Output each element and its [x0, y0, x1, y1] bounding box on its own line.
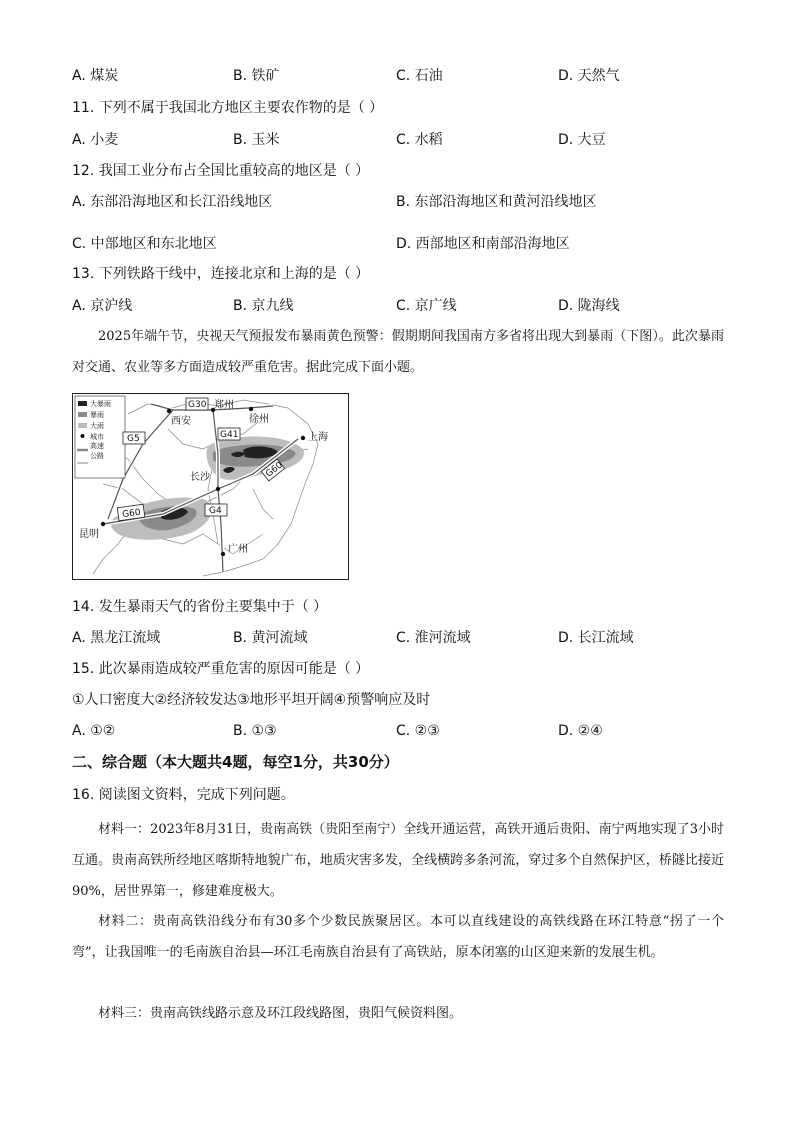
q13-stem: 13. 下列铁路干线中，连接北京和上海的是（ ）	[72, 266, 370, 282]
q14-option-a: A. 黑龙江流域	[72, 630, 161, 646]
city-label-xuzhou: 徐州	[249, 414, 269, 425]
city-label-zhengzhou: 郑州	[214, 400, 234, 411]
rainstorm-map	[72, 393, 349, 580]
q11-option-a: A. 小麦	[72, 132, 119, 148]
q15-choices: ①人口密度大②经济较发达③地形平坦开阔④预警响应及时	[72, 692, 431, 708]
city-label-kunming: 昆明	[79, 529, 99, 540]
highway-label-g30: G30	[188, 400, 207, 410]
q12-option-c: C. 中部地区和东北地区	[72, 236, 217, 252]
q13-option-b: B. 京九线	[233, 298, 294, 314]
city-label-shanghai: 上海	[308, 432, 328, 443]
city-dot-kunming	[101, 522, 105, 526]
q15-option-d: D. ②④	[558, 723, 603, 739]
q13-option-c: C. 京广线	[396, 298, 457, 314]
legend-expressway: 高速	[90, 442, 104, 450]
city-dot-xuzhou	[249, 407, 253, 411]
q14-stem: 14. 发生暴雨天气的省份主要集中于（ ）	[72, 599, 328, 615]
q15-option-b: B. ①③	[233, 723, 277, 739]
highway-label-g4: G4	[209, 506, 222, 516]
q10-option-a: A. 煤炭	[72, 68, 119, 84]
q14-option-b: B. 黄河流域	[233, 630, 308, 646]
city-dot-xian	[167, 409, 171, 413]
q11-option-d: D. 大豆	[558, 132, 606, 148]
highway-label-g41: G41	[220, 430, 239, 440]
q12-option-a: A. 东部沿海地区和长江沿线地区	[72, 194, 273, 210]
q10-option-b: B. 铁矿	[233, 68, 280, 84]
city-label-changsha: 长沙	[190, 472, 210, 483]
q11-option-c: C. 水稻	[396, 132, 443, 148]
legend-city: 城市	[90, 433, 104, 441]
rainstorm-intro: 2025年端午节，央视天气预报发布暴雨黄色预警：假期期间我国南方多省将出现大到暴雨（下图）。此次暴雨对交通、农业等多方面造成较严重危害。据此完成下面小题。	[72, 329, 724, 375]
q10-option-c: C. 石油	[396, 68, 443, 84]
q15-stem: 15. 此次暴雨造成较严重危害的原因可能是（ ）	[72, 661, 370, 677]
highway-label-g60-east: G60	[264, 460, 285, 480]
highway-label-g60-west: G60	[121, 507, 142, 521]
city-label-guangzhou: 广州	[228, 544, 248, 555]
q12-stem: 12. 我国工业分布占全国比重较高的地区是（ ）	[72, 163, 370, 179]
q15-option-a: A. ①②	[72, 723, 116, 739]
legend-heavy-rain: 大雨	[90, 422, 104, 430]
q11-stem: 11. 下列不属于我国北方地区主要农作物的是（ ）	[72, 100, 384, 116]
q11-option-b: B. 玉米	[233, 132, 280, 148]
highway-label-g5: G5	[127, 434, 140, 444]
q14-option-d: D. 长江流域	[558, 630, 634, 646]
q13-option-a: A. 京沪线	[72, 298, 133, 314]
q12-option-b: B. 东部沿海地区和黄河沿线地区	[396, 194, 597, 210]
q14-option-c: C. 淮河流域	[396, 630, 471, 646]
city-label-xian: 西安	[171, 416, 191, 427]
city-dot-shanghai	[301, 436, 305, 440]
q10-option-d: D. 天然气	[558, 68, 620, 84]
q12-option-d: D. 西部地区和南部沿海地区	[396, 236, 570, 252]
city-dot-guangzhou	[221, 552, 225, 556]
q16-material-three: 材料三：贵南高铁线路示意及环江段线路图，贵阳气候资料图。	[98, 1006, 463, 1021]
q16-material-one: 材料一：2023年8月31日，贵南高铁（贵阳至南宁）全线开通运营，高铁开通后贵阳、南宁两地实现了3小时互通。贵南高铁所经地区喀斯特地貌广布，地质灾害多发，全线横跨多条河流，穿过多个自然保护区，桥隧比接近90%，居世界第一，修建难度极大。	[72, 822, 724, 899]
section-two-heading: 二、综合题（本大题共4题，每空1分，共30分）	[72, 753, 399, 771]
legend-road: 公路	[90, 452, 104, 460]
city-dot-changsha	[216, 487, 220, 491]
q13-option-d: D. 陇海线	[558, 298, 620, 314]
q15-option-c: C. ②③	[396, 723, 440, 739]
q16-stem: 16. 阅读图文资料，完成下列问题。	[72, 787, 295, 803]
legend-rainstorm: 暴雨	[90, 411, 104, 419]
legend-heavy-rainstorm: 大暴雨	[90, 400, 111, 408]
q16-material-two: 材料二：贵南高铁沿线分布有30多个少数民族聚居区。本可以直线建设的高铁线路在环江特意“拐了一个弯”，让我国唯一的毛南族自治县—环江毛南族自治县有了高铁站，原本闭塞的山区迎来新的发展生机。	[72, 914, 724, 960]
